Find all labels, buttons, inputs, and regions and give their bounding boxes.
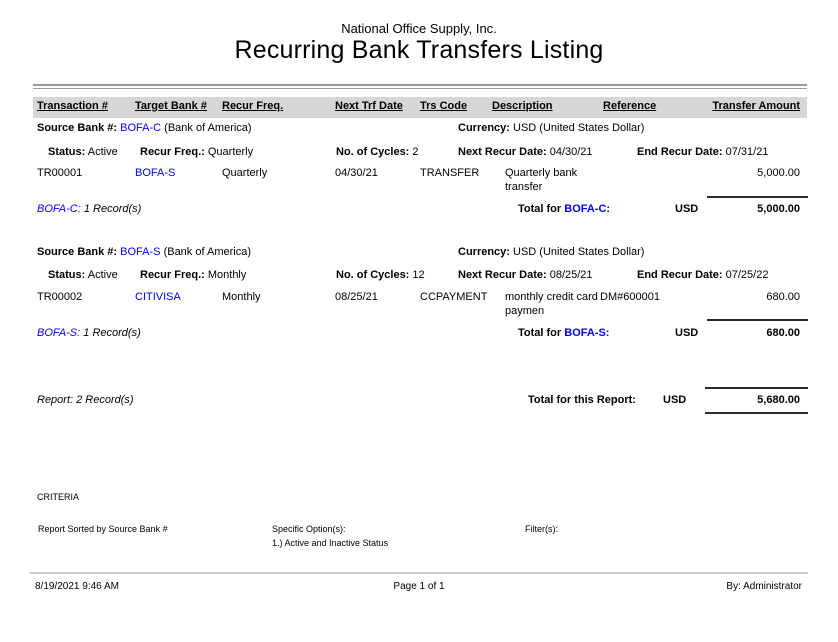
col-header-transaction: Transaction # — [37, 100, 108, 112]
end-recur-label: End Recur Date: — [637, 269, 723, 281]
cell-target-bank-link[interactable]: BOFA-S — [135, 167, 176, 179]
group-record-text: 1 Record(s) — [83, 327, 141, 339]
footer-datetime: 8/19/2021 9:46 AM — [35, 581, 119, 592]
total-for-text: Total for — [518, 203, 562, 215]
cell-trs-code: CCPAYMENT — [420, 291, 488, 303]
cycles-label: No. of Cycles: — [336, 146, 410, 158]
next-recur-value: 04/30/21 — [549, 146, 593, 158]
group-total-amount: 5,000.00 — [757, 203, 800, 215]
footer-generated-by: By: Administrator — [726, 581, 802, 592]
total-bank-code: BOFA-S: — [564, 327, 610, 339]
group-currency-line — [458, 121, 644, 135]
cell-amount: 680.00 — [766, 291, 800, 303]
source-bank-code-link[interactable]: BOFA-S — [120, 246, 161, 258]
cell-next-trf-date: 04/30/21 — [335, 167, 378, 179]
total-bank-code: BOFA-C: — [564, 203, 611, 215]
end-recur-field — [637, 268, 768, 282]
group-currency-line — [458, 245, 644, 259]
cell-target-bank-link[interactable]: CITIVISA — [135, 291, 181, 303]
cell-recur-freq: Quarterly — [222, 167, 268, 179]
top-rule-thick — [33, 84, 807, 86]
cycles-value: 12 — [412, 269, 425, 281]
group-record-code: BOFA-C: — [37, 203, 81, 215]
col-header-next-trf-date: Next Trf Date — [335, 100, 403, 112]
top-rule-thin — [33, 88, 807, 89]
page-title: Recurring Bank Transfers Listing — [234, 36, 604, 64]
criteria-specific-option-1: 1.) Active and Inactive Status — [272, 538, 389, 548]
criteria-sorted-by: Report Sorted by Source Bank # — [38, 524, 168, 534]
report-total-amount: 5,680.00 — [757, 394, 800, 406]
next-recur-field — [458, 268, 593, 282]
source-bank-name: (Bank of America) — [164, 122, 252, 134]
status-label: Status: — [48, 146, 86, 158]
group-record-text: 1 Record(s) — [83, 203, 142, 215]
cell-trs-code: TRANSFER — [420, 167, 480, 179]
footer-rule — [30, 572, 808, 574]
criteria-specific-options-label: Specific Option(s): — [272, 524, 346, 534]
group-record-count — [37, 202, 141, 216]
report-total-bottom-rule — [705, 412, 808, 414]
cycles-field — [336, 145, 419, 159]
cell-description: Quarterly bank transfer — [505, 167, 578, 193]
cycles-field — [336, 268, 425, 282]
status-value: Active — [87, 269, 118, 281]
group-total-label — [518, 202, 610, 216]
group-total-currency: USD — [675, 327, 699, 339]
status-value: Active — [87, 146, 118, 158]
company-name: National Office Supply, Inc. — [341, 21, 497, 36]
group-record-code: BOFA-S: — [37, 327, 81, 339]
cell-recur-freq: Monthly — [222, 291, 261, 303]
end-recur-field — [637, 145, 768, 159]
col-header-description: Description — [492, 100, 553, 112]
group-total-overline — [707, 319, 808, 321]
source-bank-label: Source Bank #: — [37, 122, 118, 134]
cycles-label: No. of Cycles: — [336, 269, 410, 281]
recur-freq-label: Recur Freq.: — [140, 146, 205, 158]
footer-page-number: Page 1 of 1 — [393, 581, 445, 592]
next-recur-value: 08/25/21 — [549, 269, 593, 281]
total-for-text: Total for — [518, 327, 562, 339]
status-field — [48, 145, 118, 159]
source-bank-name: (Bank of America) — [163, 246, 251, 258]
recur-freq-value: Monthly — [207, 269, 247, 281]
cell-amount: 5,000.00 — [757, 167, 800, 179]
criteria-filters-label: Filter(s): — [525, 524, 558, 534]
col-header-target-bank: Target Bank # — [135, 100, 207, 112]
report-total-top-rule — [705, 387, 808, 389]
end-recur-label: End Recur Date: — [637, 146, 723, 158]
status-label: Status: — [48, 269, 86, 281]
report-record-count: Report: 2 Record(s) — [37, 394, 134, 406]
criteria-heading: CRITERIA — [37, 492, 80, 502]
recur-freq-value: Quarterly — [207, 146, 254, 158]
group-source-bank-line — [37, 121, 252, 135]
group-total-amount: 680.00 — [766, 327, 800, 339]
currency-label: Currency: — [458, 122, 510, 134]
group-source-bank-line — [37, 245, 251, 259]
col-header-trs-code: Trs Code — [420, 100, 468, 112]
col-header-reference: Reference — [603, 100, 657, 112]
cell-reference: DM#600001 — [600, 291, 660, 303]
recur-freq-field — [140, 268, 246, 282]
group-total-currency: USD — [675, 203, 699, 215]
report-total-label: Total for this Report: — [528, 394, 636, 406]
cell-next-trf-date: 08/25/21 — [335, 291, 378, 303]
next-recur-label: Next Recur Date: — [458, 269, 547, 281]
group-total-overline — [707, 196, 808, 198]
report-total-currency: USD — [663, 394, 687, 406]
next-recur-field — [458, 145, 593, 159]
status-field — [48, 268, 118, 282]
cell-description: monthly credit card paymen — [505, 291, 598, 317]
cell-transaction: TR00001 — [37, 167, 83, 179]
recur-freq-label: Recur Freq.: — [140, 269, 205, 281]
cell-transaction: TR00002 — [37, 291, 83, 303]
col-header-recur-freq: Recur Freq. — [222, 100, 284, 112]
next-recur-label: Next Recur Date: — [458, 146, 547, 158]
end-recur-value: 07/31/21 — [725, 146, 769, 158]
recur-freq-field — [140, 145, 253, 159]
source-bank-label: Source Bank #: — [37, 246, 118, 258]
cycles-value: 2 — [412, 146, 419, 158]
col-header-transfer-amount: Transfer Amount — [712, 100, 800, 112]
group-total-label — [518, 326, 609, 340]
currency-value: USD (United States Dollar) — [513, 246, 645, 258]
end-recur-value: 07/25/22 — [725, 269, 769, 281]
source-bank-code-link[interactable]: BOFA-C — [120, 122, 162, 134]
currency-label: Currency: — [458, 246, 510, 258]
currency-value: USD (United States Dollar) — [513, 122, 645, 134]
group-record-count — [37, 326, 141, 340]
